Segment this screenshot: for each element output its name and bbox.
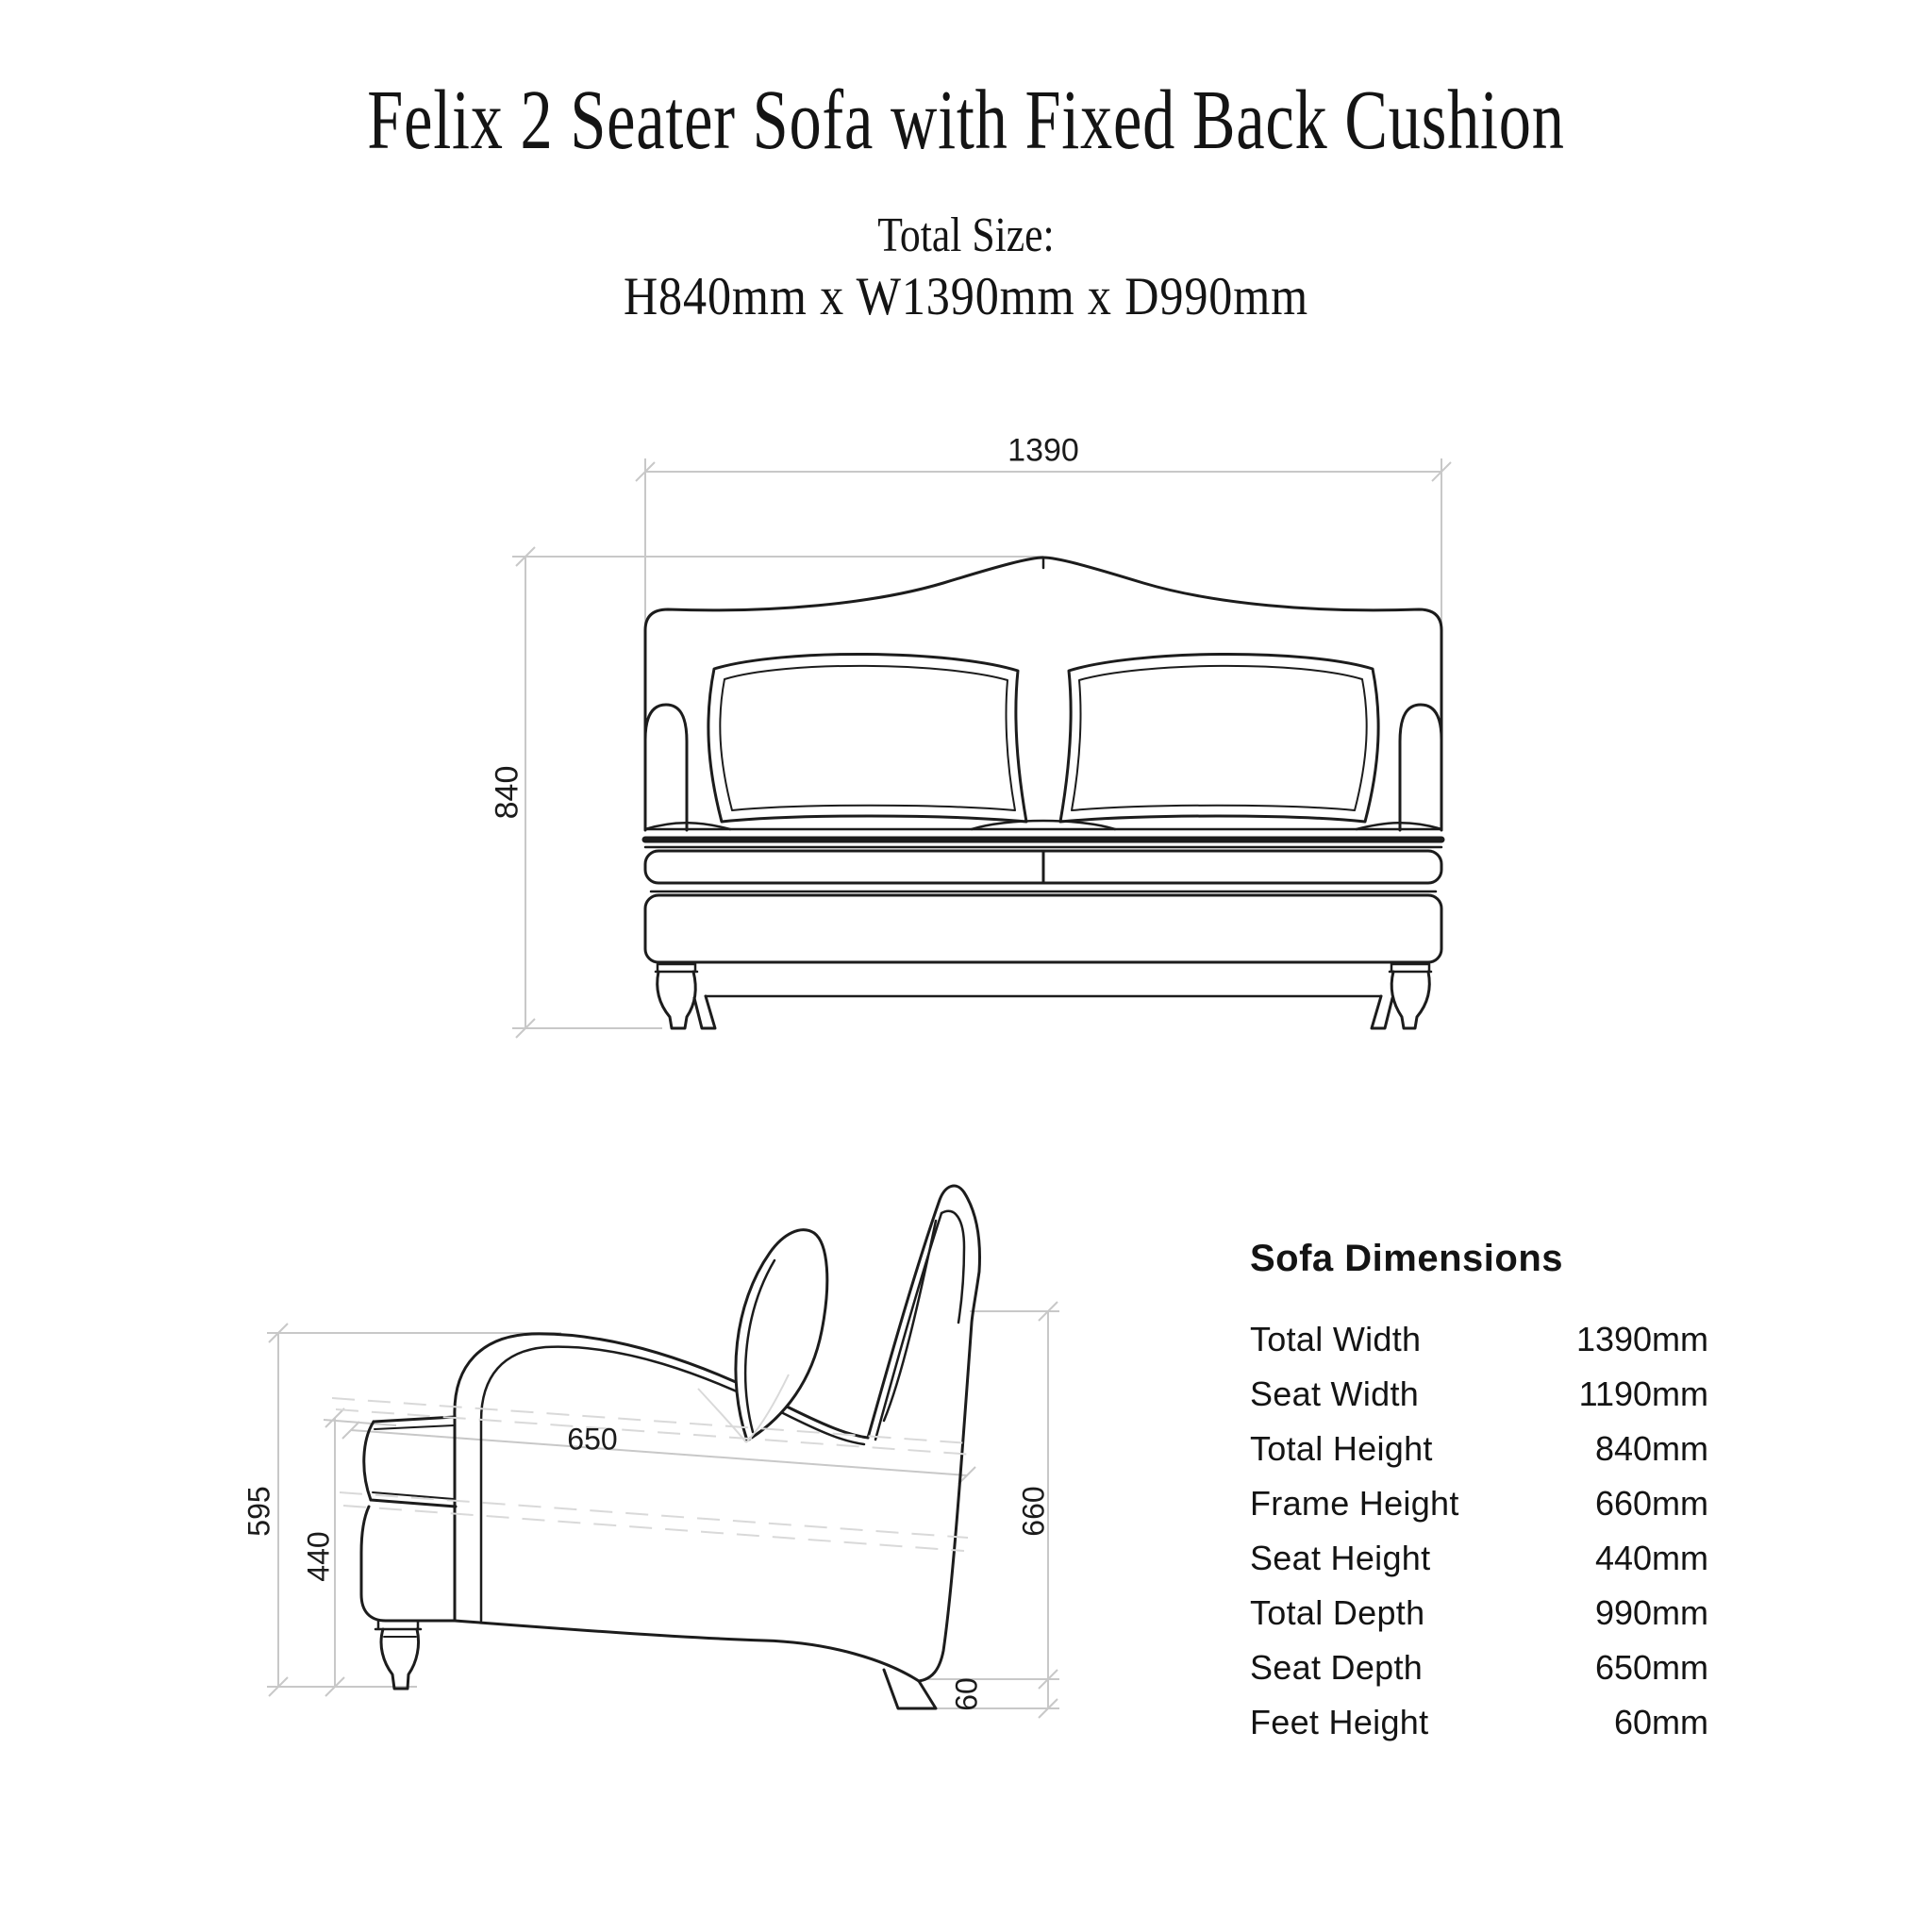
front-width-dimension: 1390 xyxy=(1008,432,1079,469)
dimension-label: Seat Width xyxy=(1250,1374,1420,1413)
side-seat-depth-dimension: 650 xyxy=(567,1422,618,1457)
dimension-label: Seat Height xyxy=(1250,1539,1431,1577)
dimension-value: 60mm xyxy=(1613,1703,1708,1741)
side-view xyxy=(170,1160,1094,1821)
table-row xyxy=(1250,1320,1708,1374)
table-row xyxy=(1250,1374,1708,1429)
front-view-drawing xyxy=(500,425,1500,1066)
page-title: Felix 2 Seater Sofa with Fixed Back Cushion xyxy=(367,74,1565,167)
total-size-value: H840mm x W1390mm x D990mm xyxy=(623,267,1309,326)
dimension-value: 650mm xyxy=(1594,1648,1708,1687)
table-row xyxy=(1250,1484,1708,1539)
table-row xyxy=(1250,1593,1708,1648)
table-row xyxy=(1250,1703,1708,1757)
dimension-value: 440mm xyxy=(1594,1539,1708,1577)
side-back-height-dimension: 595 xyxy=(242,1486,276,1537)
dimensions-table xyxy=(1250,1238,1708,1757)
side-feet-height-dimension: 60 xyxy=(949,1677,984,1711)
dimension-label: Total Height xyxy=(1250,1429,1433,1468)
dimension-label: Total Depth xyxy=(1250,1593,1425,1632)
dimension-value: 660mm xyxy=(1594,1484,1708,1523)
dimension-label: Total Width xyxy=(1250,1320,1422,1358)
dimension-value: 990mm xyxy=(1594,1593,1708,1632)
dimension-value: 1190mm xyxy=(1578,1374,1708,1413)
table-row xyxy=(1250,1429,1708,1484)
table-row xyxy=(1250,1648,1708,1703)
dimension-label: Frame Height xyxy=(1250,1484,1459,1523)
dimension-label: Seat Depth xyxy=(1250,1648,1424,1687)
dimension-label: Feet Height xyxy=(1250,1703,1429,1741)
total-size-label: Total Size: xyxy=(877,208,1055,262)
side-frame-height-dimension: 660 xyxy=(1016,1486,1051,1537)
side-seat-height-dimension: 440 xyxy=(301,1531,336,1582)
front-height-dimension: 840 xyxy=(489,765,525,820)
dimensions-table-heading: Sofa Dimensions xyxy=(1250,1238,1564,1279)
dimension-value: 1390mm xyxy=(1575,1320,1708,1358)
dimension-value: 840mm xyxy=(1594,1429,1708,1468)
front-view xyxy=(489,425,1500,1066)
table-row xyxy=(1250,1539,1708,1593)
side-view-drawing xyxy=(170,1160,1094,1821)
